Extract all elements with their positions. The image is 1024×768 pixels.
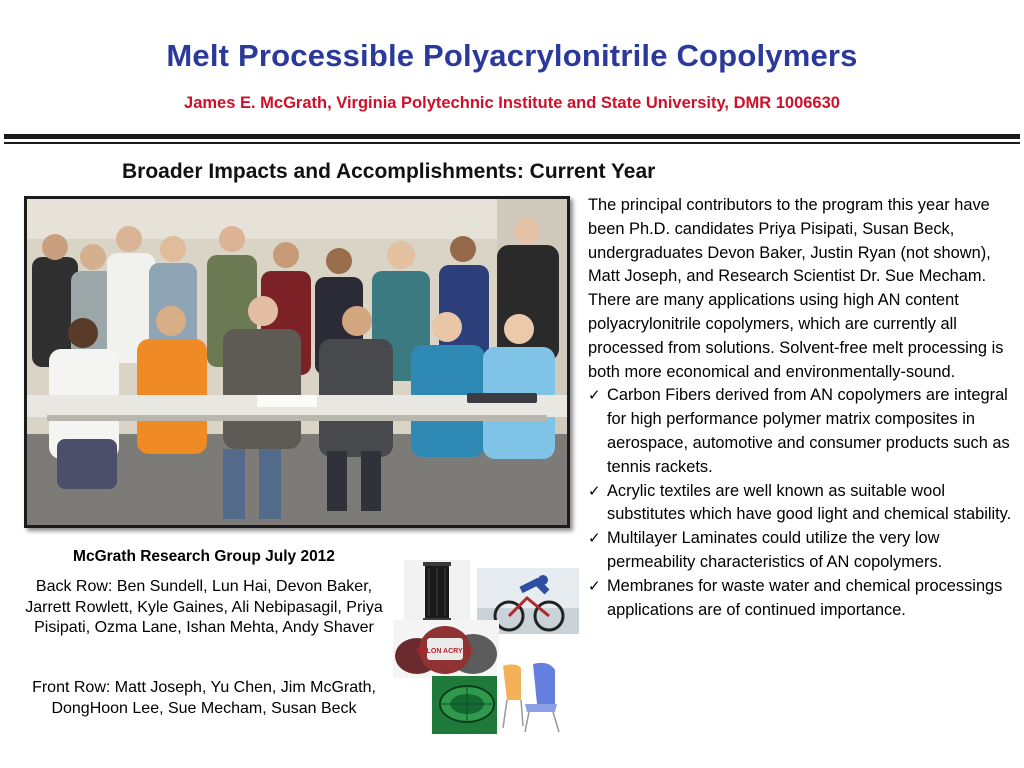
- photo-caption-back-row: Back Row: Ben Sundell, Lun Hai, Devon Baker, Jarrett Rowlett, Kyle Gaines, Ali Nebipasagil, Priya Pisipati, Ozma Lane, Ishan Mehta, Andy Shaver: [25, 578, 383, 636]
- list-item-text: Acrylic textiles are well known as suitable wool substitutes which have good light and chemical stability.: [607, 481, 1012, 524]
- slide-title: Melt Processible Polyacrylonitrile Copolymers: [166, 38, 858, 73]
- checkmark-icon: ✓: [588, 482, 601, 500]
- group-photo-illustration: [27, 199, 567, 525]
- acrylic-chairs-image: [497, 656, 569, 734]
- acrylic-yarn-image: [393, 620, 499, 678]
- list-item: [588, 575, 1018, 623]
- list-item-text: Carbon Fibers derived from AN copolymers are integral for high performance polymer matrix composites in aerospace, automotive and consumer products such as tennis rackets.: [607, 386, 1010, 476]
- list-item: [588, 527, 1018, 575]
- list-item-text: Membranes for waste water and chemical processings applications are of continued importance.: [607, 576, 1003, 619]
- applications-list: [588, 384, 1018, 622]
- photo-caption-front-row: Front Row: Matt Joseph, Yu Chen, Jim McGrath, DongHoon Lee, Sue Mecham, Susan Beck: [32, 679, 376, 717]
- checkmark-icon: ✓: [588, 577, 601, 595]
- slide-subtitle: James E. McGrath, Virginia Polytechnic Institute and State University, DMR 1006630: [184, 94, 840, 112]
- list-item-text: Multilayer Laminates could utilize the very low permeability characteristics of AN copolymers.: [607, 529, 943, 571]
- yarn-brand-label: ORLON ACRYLIC: [416, 648, 474, 655]
- carbon-fiber-spool-image: [404, 560, 470, 624]
- list-item: [588, 384, 1018, 479]
- section-heading: Broader Impacts and Accomplishments: Current Year: [122, 160, 656, 183]
- group-photo: [24, 196, 570, 528]
- photo-caption-title: McGrath Research Group July 2012: [73, 548, 335, 565]
- membrane-module-image: [432, 676, 502, 734]
- checkmark-icon: ✓: [588, 530, 601, 548]
- header-divider-thin: [4, 142, 1020, 144]
- checkmark-icon: ✓: [588, 387, 601, 405]
- applications-paragraph: There are many applications using high AN content polyacrylonitrile copolymers, which are currently all processed from solutions. Solvent-free melt processing is both more economical and environmentally-sound.: [588, 291, 1004, 381]
- contributors-paragraph: The principal contributors to the program this year have been Ph.D. candidates Priya Pisipati, Susan Beck, undergraduates Devon Baker, Justin Ryan (not shown), Matt Joseph, and Research Scientist Dr. Sue Mecham.: [588, 196, 991, 286]
- list-item: [588, 480, 1018, 528]
- body-text-column: [588, 194, 1018, 622]
- header-divider-thick: [4, 134, 1020, 139]
